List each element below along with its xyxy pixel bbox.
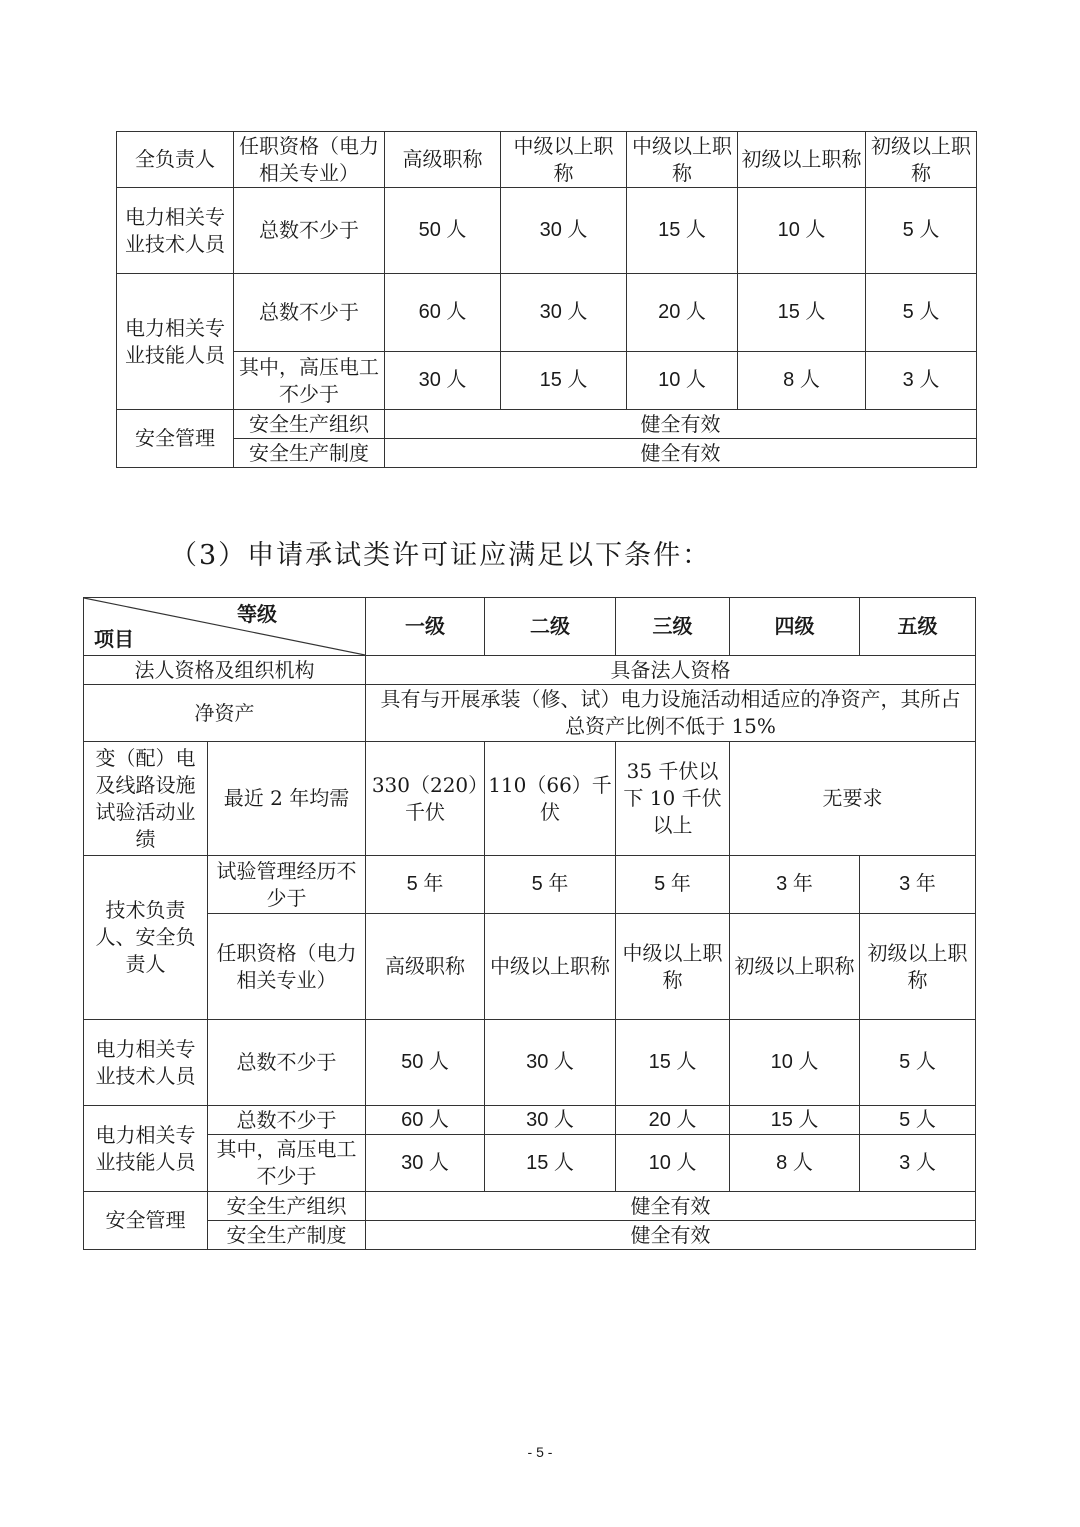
row-sub-experience: 试验管理经历不少于 (208, 856, 366, 914)
value-cell: 3 年 (730, 856, 860, 914)
grade-cell: 初级以上职称 (730, 914, 860, 1020)
value-cell: 8 人 (738, 352, 866, 410)
merged-value-cell: 健全有效 (366, 1192, 976, 1221)
grade-cell: 中级以上职称 (627, 132, 738, 188)
value-cell: 10 人 (616, 1135, 730, 1192)
row-sub-total: 总数不少于 (208, 1106, 366, 1135)
level-header: 二级 (485, 598, 616, 656)
row-label-safety: 安全管理 (117, 410, 234, 468)
level-header: 一级 (366, 598, 485, 656)
row-sub-safety-system: 安全生产制度 (208, 1221, 366, 1250)
value-cell: 10 人 (738, 188, 866, 274)
value-cell: 30 人 (366, 1135, 485, 1192)
table-row (84, 742, 976, 856)
corner-header (84, 598, 366, 656)
row-label-performance: 变（配）电及线路设施试验活动业绩 (84, 742, 208, 856)
grade-cell: 中级以上职称 (501, 132, 627, 188)
license-table-testing (83, 597, 976, 1250)
value-cell: 15 人 (730, 1106, 860, 1135)
row-label-leaders: 技术负责人、安全负责人 (84, 856, 208, 1020)
value-cell: 10 人 (627, 352, 738, 410)
row-sub-qualification: 任职资格（电力相关专业） (208, 914, 366, 1020)
value-cell: 8 人 (730, 1135, 860, 1192)
value-cell: 30 人 (501, 188, 627, 274)
merged-value-cell: 健全有效 (385, 410, 977, 439)
row-sub-hv-electrician: 其中，高压电工不少于 (234, 352, 385, 410)
grade-cell: 高级职称 (385, 132, 501, 188)
value-cell: 5 人 (860, 1020, 976, 1106)
value-cell: 5 人 (860, 1106, 976, 1135)
row-sub-total: 总数不少于 (234, 188, 385, 274)
value-cell: 30 人 (501, 274, 627, 352)
table-row (84, 856, 976, 914)
row-sub-safety-org: 安全生产组织 (234, 410, 385, 439)
value-cell: 15 人 (501, 352, 627, 410)
value-cell: 30 人 (385, 352, 501, 410)
merged-value-cell: 具备法人资格 (366, 656, 976, 685)
table-row (84, 1135, 976, 1192)
grade-cell: 初级以上职称 (860, 914, 976, 1020)
merged-value-cell: 无要求 (730, 742, 976, 856)
level-header: 三级 (616, 598, 730, 656)
row-label-leader: 全负责人 (117, 132, 234, 188)
value-cell: 50 人 (366, 1020, 485, 1106)
row-sub-safety-org: 安全生产组织 (208, 1192, 366, 1221)
value-cell: 3 年 (860, 856, 976, 914)
row-label-legal: 法人资格及组织机构 (84, 656, 366, 685)
grade-cell: 中级以上职称 (616, 914, 730, 1020)
row-label-tech-staff: 电力相关专业技术人员 (117, 188, 234, 274)
table-row (84, 1020, 976, 1106)
table-row (84, 598, 976, 656)
level-header: 四级 (730, 598, 860, 656)
grade-cell: 初级以上职称 (866, 132, 977, 188)
row-sub-qualification: 任职资格（电力相关专业） (234, 132, 385, 188)
value-cell: 10 人 (730, 1020, 860, 1106)
row-label-skill-staff: 电力相关专业技能人员 (84, 1106, 208, 1192)
table-row (84, 685, 976, 742)
value-cell: 5 人 (866, 188, 977, 274)
value-cell: 3 人 (866, 352, 977, 410)
merged-value-cell: 具有与开展承装（修、试）电力设施活动相适应的净资产，其所占总资产比例不低于 15% (366, 685, 976, 742)
row-sub-hv-electrician: 其中，高压电工不少于 (208, 1135, 366, 1192)
value-cell: 30 人 (485, 1020, 616, 1106)
page-number: - 5 - (527, 1444, 553, 1460)
row-sub-total: 总数不少于 (234, 274, 385, 352)
table-row (84, 1221, 976, 1250)
value-cell: 5 年 (616, 856, 730, 914)
table-row (84, 914, 976, 1020)
value-cell: 35 千伏以下 10 千伏以上 (616, 742, 730, 856)
value-cell: 15 人 (738, 274, 866, 352)
merged-value-cell: 健全有效 (366, 1221, 976, 1250)
corner-label-item: 项目 (94, 627, 134, 651)
table-row (117, 352, 977, 410)
license-table-top (116, 131, 977, 468)
grade-cell: 中级以上职称 (485, 914, 616, 1020)
row-label-net-assets: 净资产 (84, 685, 366, 742)
row-label-skill-staff: 电力相关专业技能人员 (117, 274, 234, 410)
row-label-safety: 安全管理 (84, 1192, 208, 1250)
corner-label-level: 等级 (237, 602, 277, 626)
value-cell: 15 人 (627, 188, 738, 274)
merged-value-cell: 健全有效 (385, 439, 977, 468)
row-sub-total: 总数不少于 (208, 1020, 366, 1106)
value-cell: 5 年 (366, 856, 485, 914)
value-cell: 20 人 (616, 1106, 730, 1135)
section-heading: （3）申请承试类许可证应满足以下条件： (170, 540, 712, 571)
value-cell: 3 人 (860, 1135, 976, 1192)
row-sub-safety-system: 安全生产制度 (234, 439, 385, 468)
value-cell: 5 人 (866, 274, 977, 352)
table-row (117, 274, 977, 352)
row-label-tech-staff: 电力相关专业技术人员 (84, 1020, 208, 1106)
table-row (84, 1106, 976, 1135)
table-row (117, 132, 977, 188)
value-cell: 60 人 (366, 1106, 485, 1135)
value-cell: 5 年 (485, 856, 616, 914)
level-header: 五级 (860, 598, 976, 656)
table-row (117, 410, 977, 439)
value-cell: 15 人 (616, 1020, 730, 1106)
value-cell: 60 人 (385, 274, 501, 352)
value-cell: 50 人 (385, 188, 501, 274)
value-cell: 20 人 (627, 274, 738, 352)
row-sub-recent: 最近 2 年均需 (208, 742, 366, 856)
table-row (84, 656, 976, 685)
value-cell: 110（66）千伏 (485, 742, 616, 856)
value-cell: 15 人 (485, 1135, 616, 1192)
grade-cell: 高级职称 (366, 914, 485, 1020)
table-row (117, 188, 977, 274)
grade-cell: 初级以上职称 (738, 132, 866, 188)
table-row (84, 1192, 976, 1221)
value-cell: 30 人 (485, 1106, 616, 1135)
value-cell: 330（220）千伏 (366, 742, 485, 856)
table-row (117, 439, 977, 468)
